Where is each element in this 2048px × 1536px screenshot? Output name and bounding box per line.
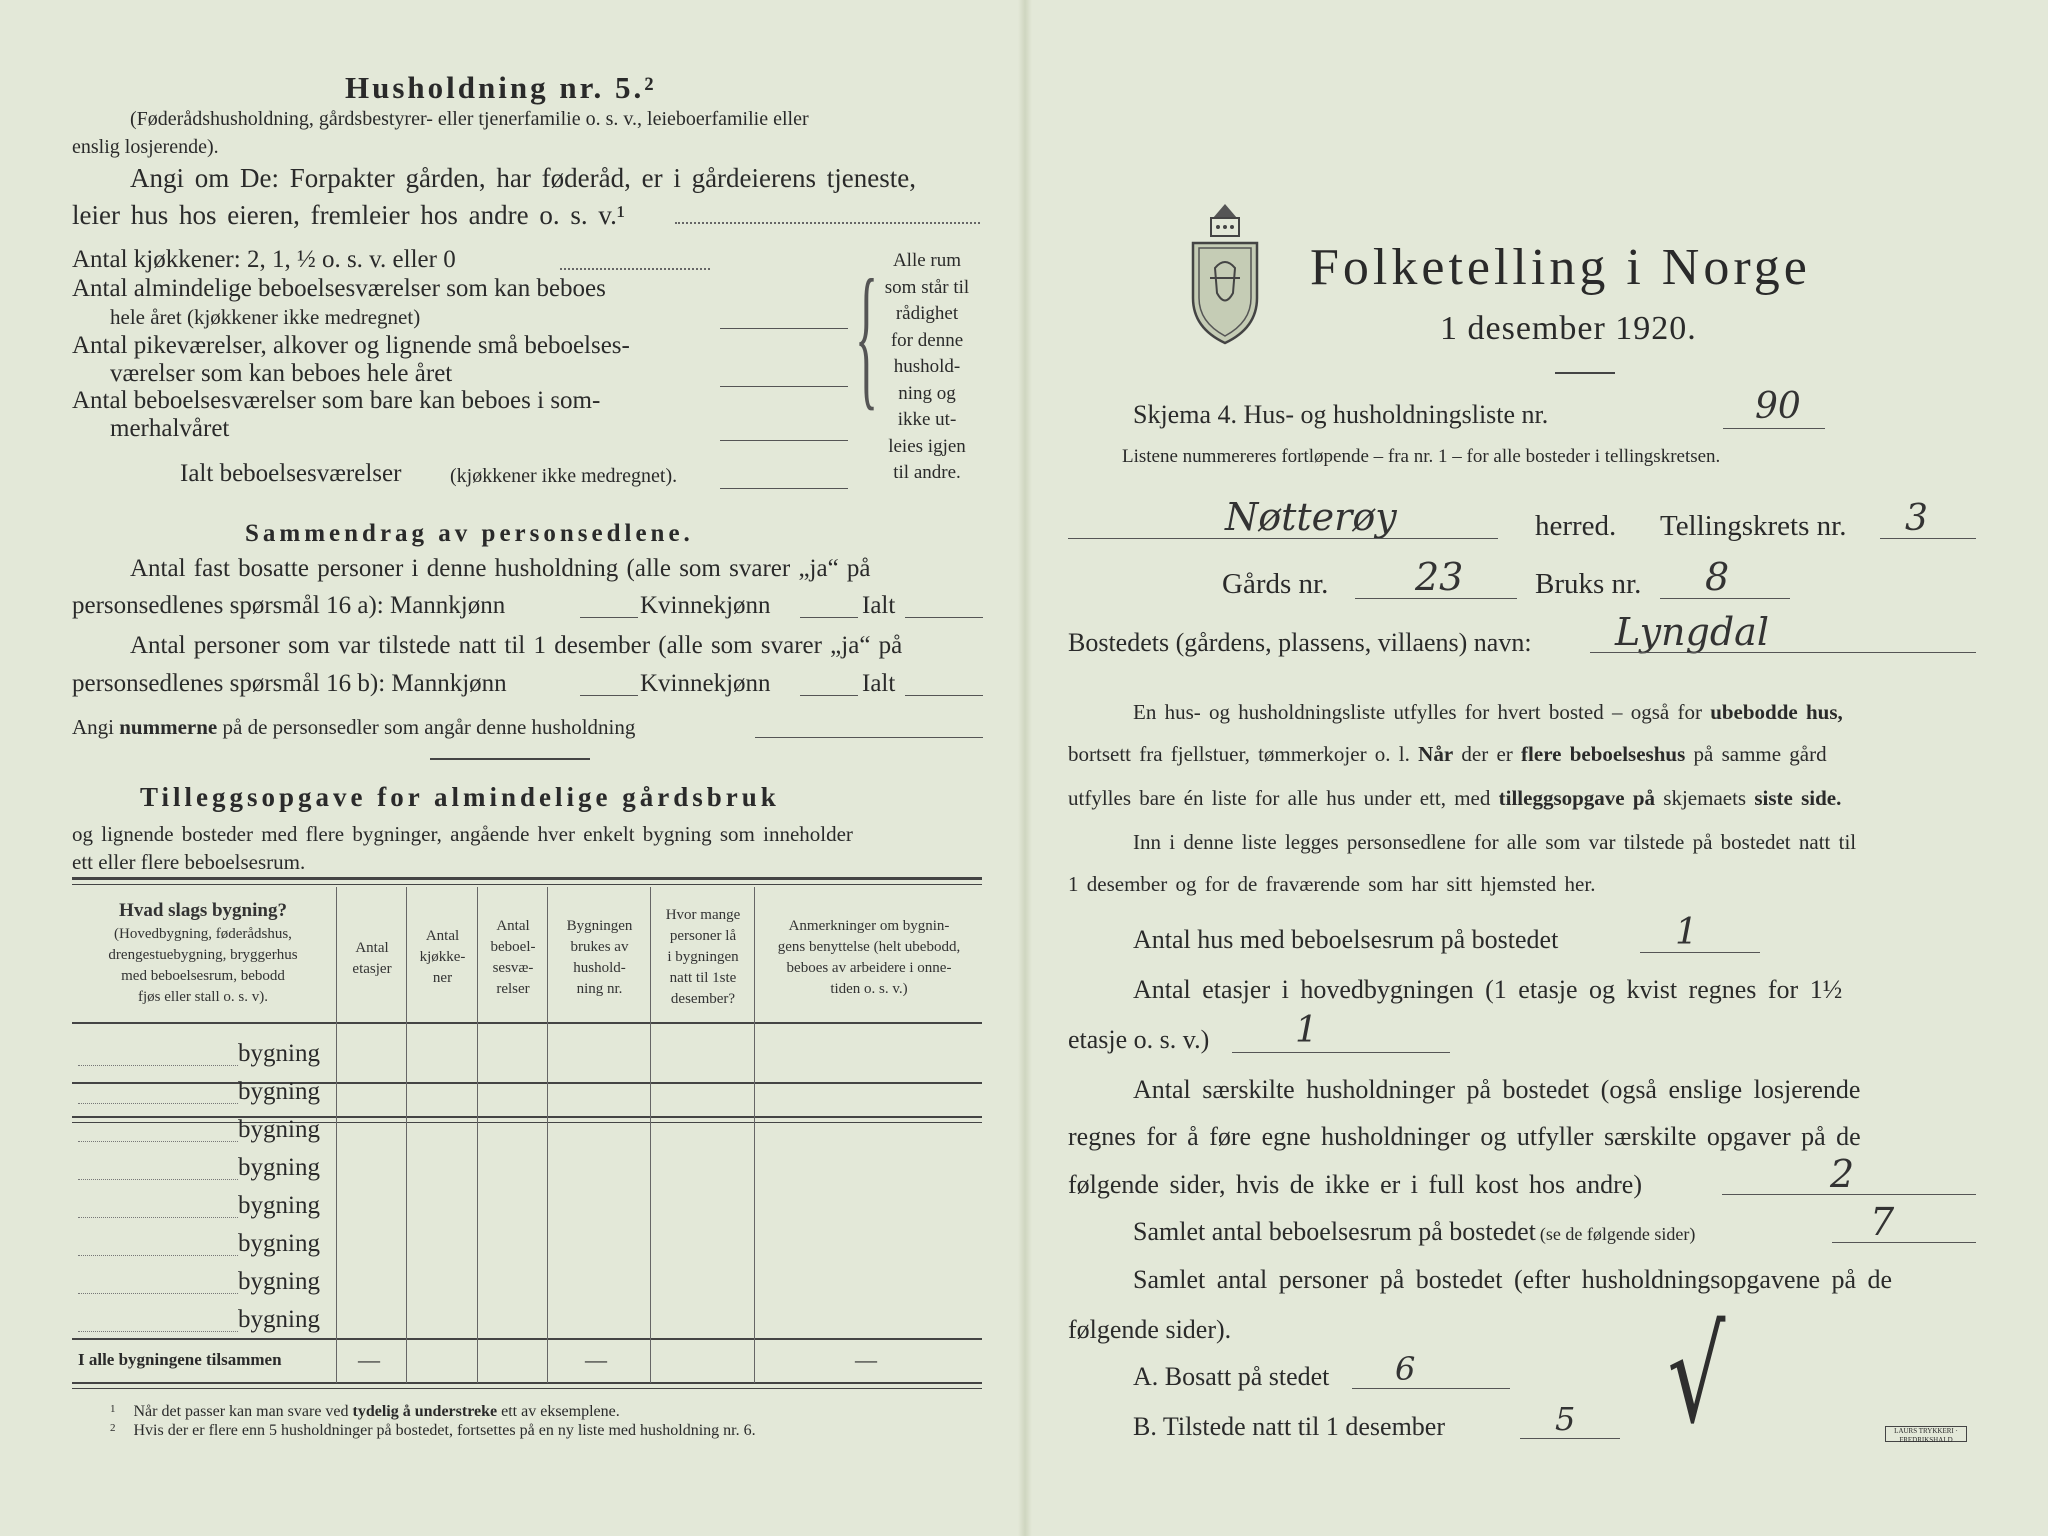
question-present-value: 5	[1555, 1400, 1576, 1438]
checkmark: √	[1667, 1300, 1726, 1452]
rooms-kitchens: Antal kjøkkener: 2, 1, ½ o. s. v. eller 0	[72, 246, 456, 273]
summary-2a: Antal personer som var tilstede natt til 1 desember (alle som svarer „ja“ på	[130, 632, 903, 659]
bracket-note-line: Alle rum	[892, 250, 962, 271]
table-row-line	[78, 1065, 238, 1066]
table-total-dash: —	[855, 1347, 877, 1372]
table-head-line: beboel-	[490, 939, 536, 955]
table-col-divider-lower	[547, 1023, 548, 1383]
listene-note: Listene nummereres fortløpende – fra nr. 1 – for alle bosteder i tellingskretsen.	[1122, 446, 1721, 467]
paragraph-1b-pre: bortsett fra fjellstuer, tømmerkojer o. l.	[1068, 742, 1410, 766]
rooms-summer-a: Antal beboelsesværelser som bare kan beboes i som-	[72, 387, 601, 414]
rooms-ordinary-a: Antal almindelige beboelsesværelser som kan beboes	[72, 275, 606, 302]
bosted-label: Bostedets (gårdens, plassens, villaens) navn:	[1068, 628, 1532, 657]
footnote-1-num: 1	[110, 1403, 116, 1415]
question-households-b: regnes for å føre egne husholdninger og utfyller særskilte opgaver på de	[1068, 1122, 1861, 1151]
table-row-label: bygning	[238, 1230, 320, 1257]
summary-2-ialt: Ialt	[862, 670, 896, 697]
rooms-small-b: værelser som kan beboes hele året	[110, 360, 453, 387]
table-header-rule	[72, 1022, 982, 1024]
question-households-a: Antal særskilte husholdninger på bostedet (også enslige losjerende	[1133, 1075, 1861, 1104]
paragraph-1c-bold: tilleggsopgave på	[1498, 786, 1656, 810]
table-row-line	[78, 1103, 238, 1104]
census-date: 1 desember 1920.	[1440, 310, 1697, 347]
extra-title: Tilleggsopgave for almindelige gårdsbruk	[140, 782, 780, 812]
rooms-summer-b: merhalvåret	[110, 415, 230, 442]
footnote-2-num: 2	[110, 1422, 116, 1434]
table-row-line	[78, 1255, 238, 1256]
table-col-divider-lower	[336, 1023, 337, 1383]
table-head-remarks	[756, 916, 982, 1000]
question-rooms-note: (se de følgende sider)	[1539, 1224, 1696, 1244]
rooms-small-a: Antal pikeværelser, alkover og lignende små beboelses-	[72, 332, 630, 359]
table-head-line: tiden o. s. v.)	[830, 981, 908, 997]
paragraph-1b-mid: der er	[1461, 742, 1513, 766]
table-head-line: hushold-	[573, 960, 626, 976]
gards-line	[1355, 598, 1517, 599]
paragraph-1c-bold2: siste side.	[1754, 786, 1842, 810]
herred-value: Nøtterøy	[1225, 495, 1397, 539]
gards-value: 23	[1415, 555, 1464, 599]
bracket-note-line: som står til	[884, 276, 970, 298]
paragraph-1b	[1068, 742, 1827, 767]
paragraph-1b-bold2: flere beboelseshus	[1521, 742, 1686, 766]
table-head-line: etasjer	[352, 961, 392, 977]
table-head-line: relser	[496, 981, 530, 997]
table-head-line: beboes av arbeidere i onne-	[786, 960, 952, 976]
bracket-note-line: ning og	[898, 382, 956, 404]
footnote-1	[110, 1403, 620, 1421]
table-total-dash: —	[585, 1347, 607, 1372]
page-fold	[1018, 0, 1032, 1536]
gards-label: Gårds nr.	[1222, 568, 1329, 600]
table-head-rooms	[479, 916, 547, 1000]
table-head-persons	[652, 905, 754, 1010]
rooms-summer-answer	[720, 440, 848, 441]
table-col-divider-lower	[406, 1023, 407, 1383]
census-title: Folketelling i Norge	[1310, 239, 1811, 296]
summary-1-ialt-answer	[905, 617, 983, 618]
table-bottom-rule-2	[72, 1122, 982, 1123]
question-persons-a: Samlet antal personer på bostedet (efter husholdningsopgavene på de	[1133, 1265, 1893, 1294]
bosted-value: Lyngdal	[1615, 610, 1769, 654]
table-row-label: bygning	[238, 1116, 320, 1143]
paragraph-2a: Inn i denne liste legges personsedlene for alle som var tilstede på bostedet natt til	[1133, 830, 1857, 854]
paragraph-1a-pre: En hus- og husholdningsliste utfylles for hvert bosted – også for	[1133, 700, 1702, 724]
table-total-label: I alle bygningene tilsammen	[78, 1350, 282, 1369]
summary-numbers-post: på de personsedler som angår denne husholdning	[222, 715, 636, 739]
bracket-note-line: hushold-	[893, 356, 961, 377]
table-row-line	[78, 1179, 238, 1180]
summary-numbers-pre: Angi	[72, 715, 114, 739]
table-head-line: sesvæ-	[492, 960, 534, 976]
table-head-floors	[338, 938, 406, 980]
bruks-line	[1660, 598, 1790, 599]
summary-1-mann-answer	[580, 617, 638, 618]
table-head-line: brukes av	[570, 939, 629, 955]
question-rooms-line	[1832, 1242, 1976, 1243]
paragraph-1c-mid: skjemaets	[1663, 786, 1747, 810]
paragraph-1a	[1133, 700, 1843, 725]
paragraph-1c	[1068, 786, 1841, 811]
question-resident-label: A. Bosatt på stedet	[1133, 1362, 1330, 1391]
table-head-line: Antal	[496, 918, 530, 934]
rooms-ordinary-answer	[720, 328, 848, 329]
bracket-note-line: ikke ut-	[897, 409, 957, 430]
question-rooms-label: Samlet antal beboelsesrum på bostedet	[1133, 1217, 1536, 1246]
skjema-nr-value: 90	[1755, 386, 1801, 427]
angi-line-2: leier hus hos eieren, fremleier hos andre o. s. v.¹	[72, 200, 625, 230]
paragraph-1a-bold: ubebodde hus,	[1710, 700, 1843, 724]
bracket-note-line: til andre.	[893, 462, 961, 483]
herred-label: herred.	[1535, 510, 1617, 542]
footnote-2	[110, 1422, 756, 1440]
title-divider	[1555, 372, 1615, 374]
bracket-note-line: leies igjen	[888, 435, 966, 457]
paragraph-1b-post: på samme gård	[1693, 742, 1827, 766]
bosted-line	[1590, 652, 1976, 653]
footnote-1-pre: Når det passer kan man svare ved	[133, 1403, 349, 1420]
herred-line	[1068, 538, 1498, 539]
table-row-label: bygning	[238, 1040, 320, 1067]
summary-2-kvinne-answer	[800, 695, 858, 696]
summary-2-ialt-answer	[905, 695, 983, 696]
table-head-line: natt til 1ste	[669, 970, 737, 986]
question-households-value: 2	[1830, 1152, 1855, 1196]
household-intro-2: enslig losjerende).	[72, 136, 219, 158]
summary-1-ialt: Ialt	[862, 592, 896, 619]
question-households-line	[1722, 1194, 1976, 1195]
table-head-line: desember?	[670, 991, 736, 1007]
table-row-line	[78, 1293, 238, 1294]
table-rows-bottom	[72, 1338, 982, 1340]
rooms-small-answer	[720, 386, 848, 387]
table-row-line	[78, 1331, 238, 1332]
bracket-note-line: for denne	[890, 329, 964, 351]
table-total-dash: —	[358, 1347, 380, 1372]
footnote-1-post: ett av eksemplene.	[501, 1403, 620, 1420]
table-head-line: Antal	[355, 940, 389, 956]
question-floors-line	[1232, 1052, 1450, 1053]
table-head-line: ner	[432, 970, 453, 986]
table-top-rule	[72, 877, 982, 880]
table-row-label: bygning	[238, 1078, 320, 1105]
table-head-line: Antal	[425, 928, 460, 944]
question-floors-value: 1	[1295, 1010, 1318, 1051]
printer-stamp: LAURS TRYKKERI · FREDRIKSHALD	[1885, 1426, 1967, 1442]
table-row-line	[78, 1217, 238, 1218]
table-col-divider-lower	[650, 1023, 651, 1383]
table-head-household	[549, 916, 650, 1000]
question-houses-line	[1640, 952, 1760, 953]
table-head-line: Anmerkninger om bygnin-	[788, 918, 950, 934]
table-head-building	[72, 898, 334, 1008]
household-intro-1: (Føderådshusholdning, gårdsbestyrer- eller tjenerfamilie o. s. v., leieboerfamilie eller	[130, 108, 809, 130]
rooms-total-note: (kjøkkener ikke medregnet).	[450, 465, 678, 487]
question-present-line	[1520, 1438, 1620, 1439]
extra-1: og lignende bosteder med flere bygninger, angående hver enkelt bygning som inneholder	[72, 822, 853, 846]
table-row-label: bygning	[238, 1154, 320, 1181]
table-col-divider-lower	[754, 1023, 755, 1383]
table-top-rule-2	[72, 884, 982, 885]
question-houses-value: 1	[1675, 912, 1698, 953]
bracket-note	[872, 248, 982, 487]
question-resident-line	[1352, 1388, 1510, 1389]
paragraph-1b-bold1: Når	[1418, 742, 1454, 766]
rooms-bracket: {	[855, 246, 879, 424]
krets-label: Tellingskrets nr.	[1660, 510, 1847, 542]
table-head-line: ning nr.	[576, 981, 623, 997]
footnote-2-text: Hvis der er flere enn 5 husholdninger på bostedet, fortsettes på en ny liste med husholdning nr. 6.	[133, 1422, 756, 1439]
paragraph-1c-pre: utfylles bare én liste for alle hus under ett, med	[1068, 786, 1491, 810]
household-title: Husholdning nr. 5.²	[345, 70, 657, 105]
rooms-total: Ialt beboelsesværelser	[180, 460, 402, 487]
skjema-nr-line	[1723, 428, 1825, 429]
table-head-line: drengestuebygning, bryggerhus	[108, 947, 298, 963]
summary-numbers-answer	[755, 737, 983, 738]
angi-line-1: Angi om De: Forpakter gården, har føderåd, er i gårdeierens tjeneste,	[130, 163, 916, 193]
table-head-line: fjøs eller stall o. s. v).	[138, 989, 268, 1005]
krets-line	[1880, 538, 1976, 539]
question-floors-b: etasje o. s. v.)	[1068, 1025, 1210, 1054]
rooms-total-answer	[720, 488, 848, 489]
bruks-label: Bruks nr.	[1535, 568, 1642, 600]
question-houses: Antal hus med beboelsesrum på bostedet	[1133, 925, 1559, 954]
table-head-line: (Hovedbygning, føderådshus,	[114, 926, 292, 942]
krets-value: 3	[1905, 498, 1928, 539]
skjema-label: Skjema 4. Hus- og husholdningsliste nr.	[1133, 400, 1549, 429]
paragraph-2b: 1 desember og for de fraværende som har sitt hjemsted her.	[1068, 872, 1596, 896]
rooms-kitchens-dots	[560, 268, 710, 270]
table-bottom-rule	[72, 1116, 982, 1118]
angi-answer-line	[675, 222, 980, 224]
table-head-line: personer lå	[669, 928, 737, 944]
table-total-rule	[72, 1082, 982, 1084]
summary-numbers-bold: nummerne	[119, 715, 218, 739]
table-head-line: gens benyttelse (helt ubebodd,	[777, 939, 961, 955]
question-households-c: følgende sider, hvis de ikke er i full kost hos andre)	[1068, 1170, 1642, 1199]
question-persons-b: følgende sider).	[1068, 1315, 1232, 1344]
extra-2: ett eller flere beboelsesrum.	[72, 850, 306, 874]
table-head-line: Bygningen	[566, 918, 633, 934]
summary-1b: personsedlenes spørsmål 16 a): Mannkjønn	[72, 592, 506, 619]
summary-1-kvinne: Kvinnekjønn	[640, 592, 771, 619]
coat-of-arms-icon	[1185, 198, 1265, 353]
table-total-bottom	[72, 1382, 982, 1384]
table-total-bottom-2	[72, 1388, 982, 1389]
question-resident-value: 6	[1395, 1350, 1416, 1388]
summary-1a: Antal fast bosatte personer i denne husholdning (alle som svarer „ja“ på	[130, 555, 871, 582]
summary-2b: personsedlenes spørsmål 16 b): Mannkjønn	[72, 670, 507, 697]
section-divider	[430, 758, 590, 760]
question-present-label: B. Tilstede natt til 1 desember	[1133, 1412, 1445, 1441]
table-head-line: i bygningen	[667, 949, 739, 965]
summary-title: Sammendrag av personsedlene.	[245, 520, 694, 547]
summary-numbers	[72, 715, 635, 740]
table-row-line	[78, 1141, 238, 1142]
bruks-value: 8	[1705, 555, 1730, 599]
summary-2-kvinne: Kvinnekjønn	[640, 670, 771, 697]
table-row-label: bygning	[238, 1306, 320, 1333]
summary-2-mann-answer	[580, 695, 638, 696]
table-head-line: Hvor mange	[665, 907, 741, 923]
question-rooms-value: 7	[1870, 1200, 1895, 1244]
table-col-divider-lower	[477, 1023, 478, 1383]
table-head-kitchens	[408, 926, 477, 989]
rooms-ordinary-b: hele året (kjøkkener ikke medregnet)	[110, 305, 421, 329]
question-floors-a: Antal etasjer i hovedbygningen (1 etasje og kvist regnes for 1½	[1133, 975, 1843, 1004]
table-row-label: bygning	[238, 1268, 320, 1295]
table-head-line: med beboelsesrum, bebodd	[121, 968, 285, 984]
table-row-label: bygning	[238, 1192, 320, 1219]
table-head-building-title: Hvad slags bygning?	[119, 900, 287, 921]
table-head-line: kjøkke-	[419, 949, 466, 965]
bracket-note-line: rådighet	[895, 303, 959, 324]
summary-1-kvinne-answer	[800, 617, 858, 618]
footnote-1-bold: tydelig å understreke	[352, 1403, 498, 1420]
question-rooms	[1133, 1217, 1695, 1247]
